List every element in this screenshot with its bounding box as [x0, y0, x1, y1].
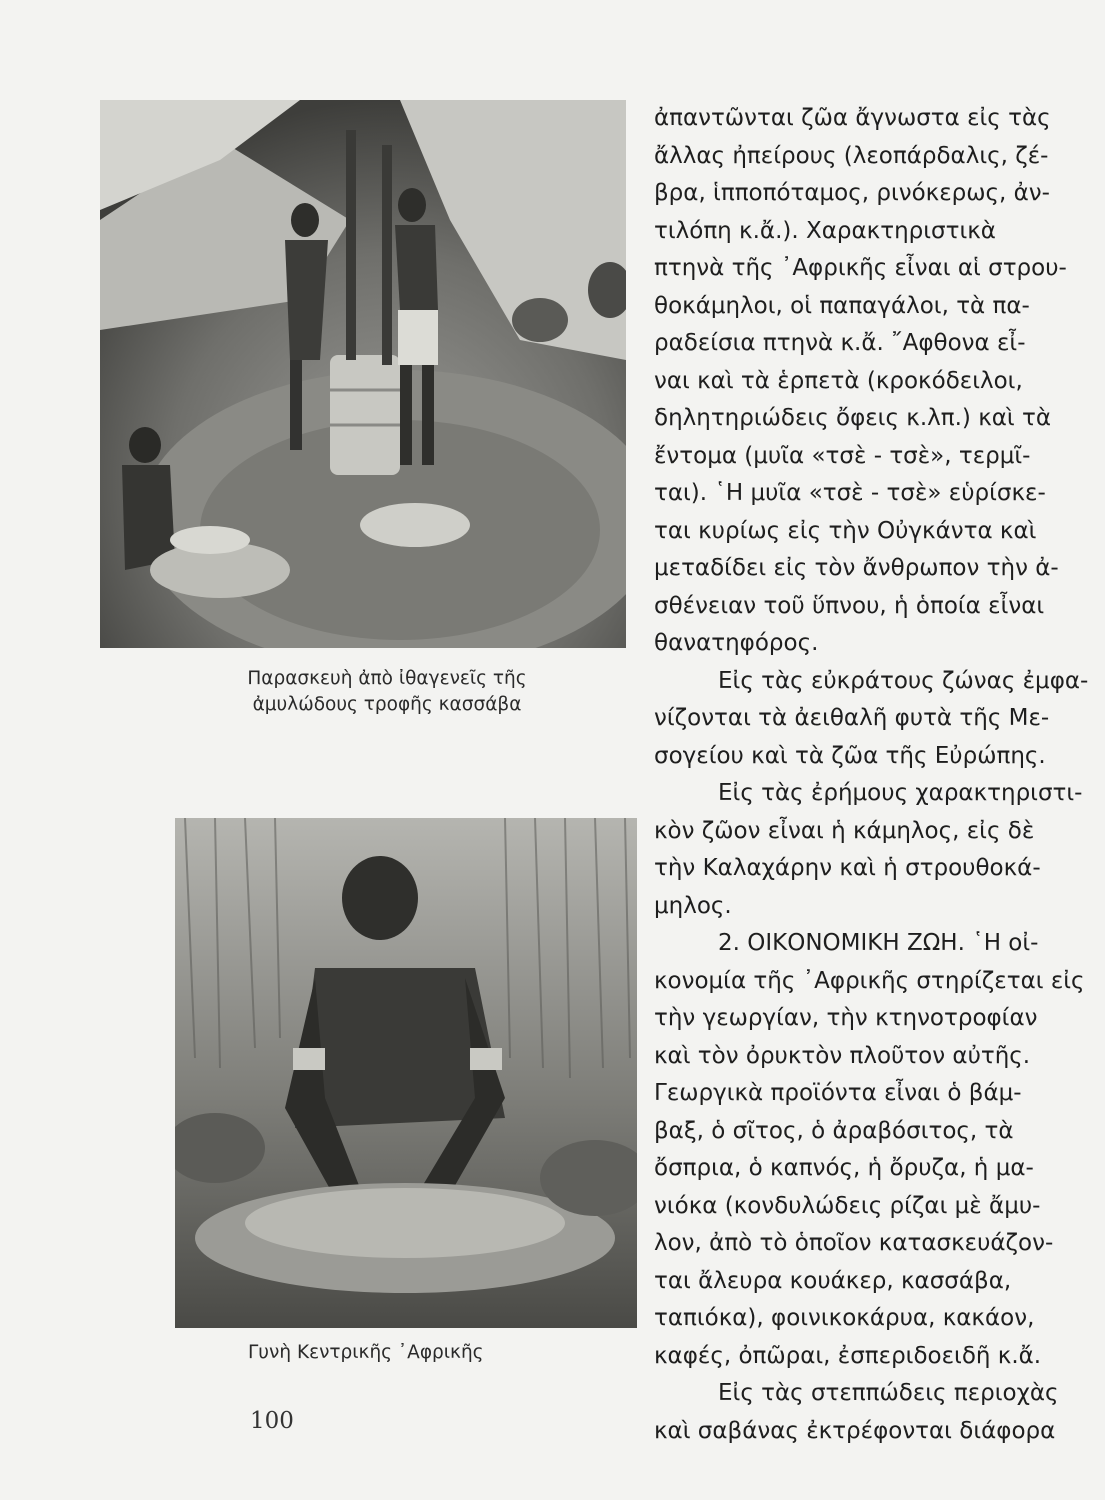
- text-line: μεταδίδει εἰς τὸν ἄνθρωπον τὴν ἀ-: [654, 555, 1059, 581]
- text-line: ραδείσια πτηνὰ κ.ἄ. ῎Αφθονα εἶ-: [654, 330, 1026, 356]
- text-line: καὶ σαβάνας ἐκτρέφονται διάφορα: [654, 1417, 1056, 1444]
- text-line: Εἰς τὰς στεππώδεις περιοχὰς: [718, 1380, 1059, 1406]
- text-line: νίζονται τὰ ἀειθαλῆ φυτὰ τῆς Με-: [654, 705, 1050, 731]
- text-line: Εἰς τὰς ἐρήμους χαρακτηριστι-: [718, 780, 1083, 806]
- text-line: Εἰς τὰς εὐκράτους ζώνας ἐμφα-: [718, 667, 1089, 694]
- text-line: θοκάμηλοι, οἱ παπαγάλοι, τὰ πα-: [654, 292, 1030, 319]
- text-line: ἀπαντῶνται ζῶα ἄγνωστα εἰς τὰς: [654, 105, 1051, 131]
- text-line: σθένειαν τοῦ ὕπνου, ἡ ὁποία εἶναι: [654, 592, 1045, 619]
- text-line: λον, ἀπὸ τὸ ὁποῖον κατασκευάζον-: [654, 1230, 1054, 1256]
- text-line: βρα, ἱπποπόταμος, ρινόκερως, ἀν-: [654, 180, 1050, 206]
- text-line: Γεωργικὰ προϊόντα εἶναι ὁ βάμ-: [654, 1080, 1022, 1106]
- text-line: τιλόπη κ.ἄ.). Χαρακτηριστικὰ: [654, 217, 996, 244]
- text-line: νιόκα (κονδυλώδεις ρίζαι μὲ ἄμυ-: [654, 1192, 1041, 1219]
- text-line: κὸν ζῶον εἶναι ἡ κάμηλος, εἰς δὲ: [654, 817, 1035, 844]
- text-line: ἄλλας ἠπείρους (λεοπάρδαλις, ζέ-: [654, 142, 1049, 169]
- photo-caption-bottom: Γυνὴ Κεντρικῆς ᾿Αφρικῆς: [248, 1342, 484, 1363]
- photo-caption-top-line2: ἀμυλώδους τροφῆς κασσάβα: [252, 694, 522, 715]
- photo-caption-top-line1: Παρασκευὴ ἀπὸ ἰθαγενεῖς τῆς: [247, 668, 527, 689]
- text-line: ται). ῾Η μυῖα «τσὲ - τσὲ» εὑρίσκε-: [654, 480, 1046, 506]
- text-line: ναι καὶ τὰ ἑρπετὰ (κροκόδειλοι,: [654, 367, 1023, 394]
- text-line: ται ἄλευρα κουάκερ, κασσάβα,: [654, 1267, 1012, 1294]
- text-line: τὴν Καλαχάρην καὶ ἡ στρουθοκά-: [654, 855, 1041, 881]
- text-line: ὄσπρια, ὁ καπνός, ἡ ὄρυζα, ἡ μα-: [654, 1155, 1034, 1181]
- text-line: σογείου καὶ τὰ ζῶα τῆς Εὐρώπης.: [654, 742, 1046, 769]
- text-line: καφές, ὀπῶραι, ἐσπεριδοειδῆ κ.ἄ.: [654, 1342, 1042, 1369]
- body-text-column: [654, 100, 1094, 1450]
- photo-central-african-woman-image: [175, 818, 637, 1328]
- text-line: ταπιόκα), φοινικοκάρυα, κακάον,: [654, 1305, 1035, 1331]
- text-line: πτηνὰ τῆς ᾿Αφρικῆς εἶναι αἱ στρου-: [654, 255, 1067, 281]
- text-line: μηλος.: [654, 892, 732, 919]
- section-heading-line: 2. ΟΙΚΟΝΟΜΙΚΗ ΖΩΗ. ῾Η οἰ-: [718, 930, 1039, 956]
- page-number: 100: [250, 1408, 294, 1434]
- text-line: ται κυρίως εἰς τὴν Οὐγκάντα καὶ: [654, 517, 1037, 544]
- text-line: καὶ τὸν ὀρυκτὸν πλοῦτον αὐτῆς.: [654, 1042, 1031, 1069]
- photo-cassava-preparation-image: [100, 100, 626, 648]
- text-line: θανατηφόρος.: [654, 630, 819, 656]
- photo-central-african-woman: [175, 818, 637, 1328]
- text-line: βαξ, ὁ σῖτος, ὁ ἀραβόσιτος, τὰ: [654, 1117, 1014, 1144]
- text-line: κονομία τῆς ᾿Αφρικῆς στηρίζεται εἰς: [654, 967, 1085, 994]
- text-line: ἔντομα (μυῖα «τσὲ - τσὲ», τερμῖ-: [654, 442, 1031, 469]
- photo-caption-top: [232, 666, 542, 718]
- text-line: τὴν γεωργίαν, τὴν κτηνοτροφίαν: [654, 1005, 1038, 1031]
- text-line: δηλητηριώδεις ὄφεις κ.λπ.) καὶ τὰ: [654, 405, 1052, 431]
- photo-cassava-preparation: [100, 100, 626, 648]
